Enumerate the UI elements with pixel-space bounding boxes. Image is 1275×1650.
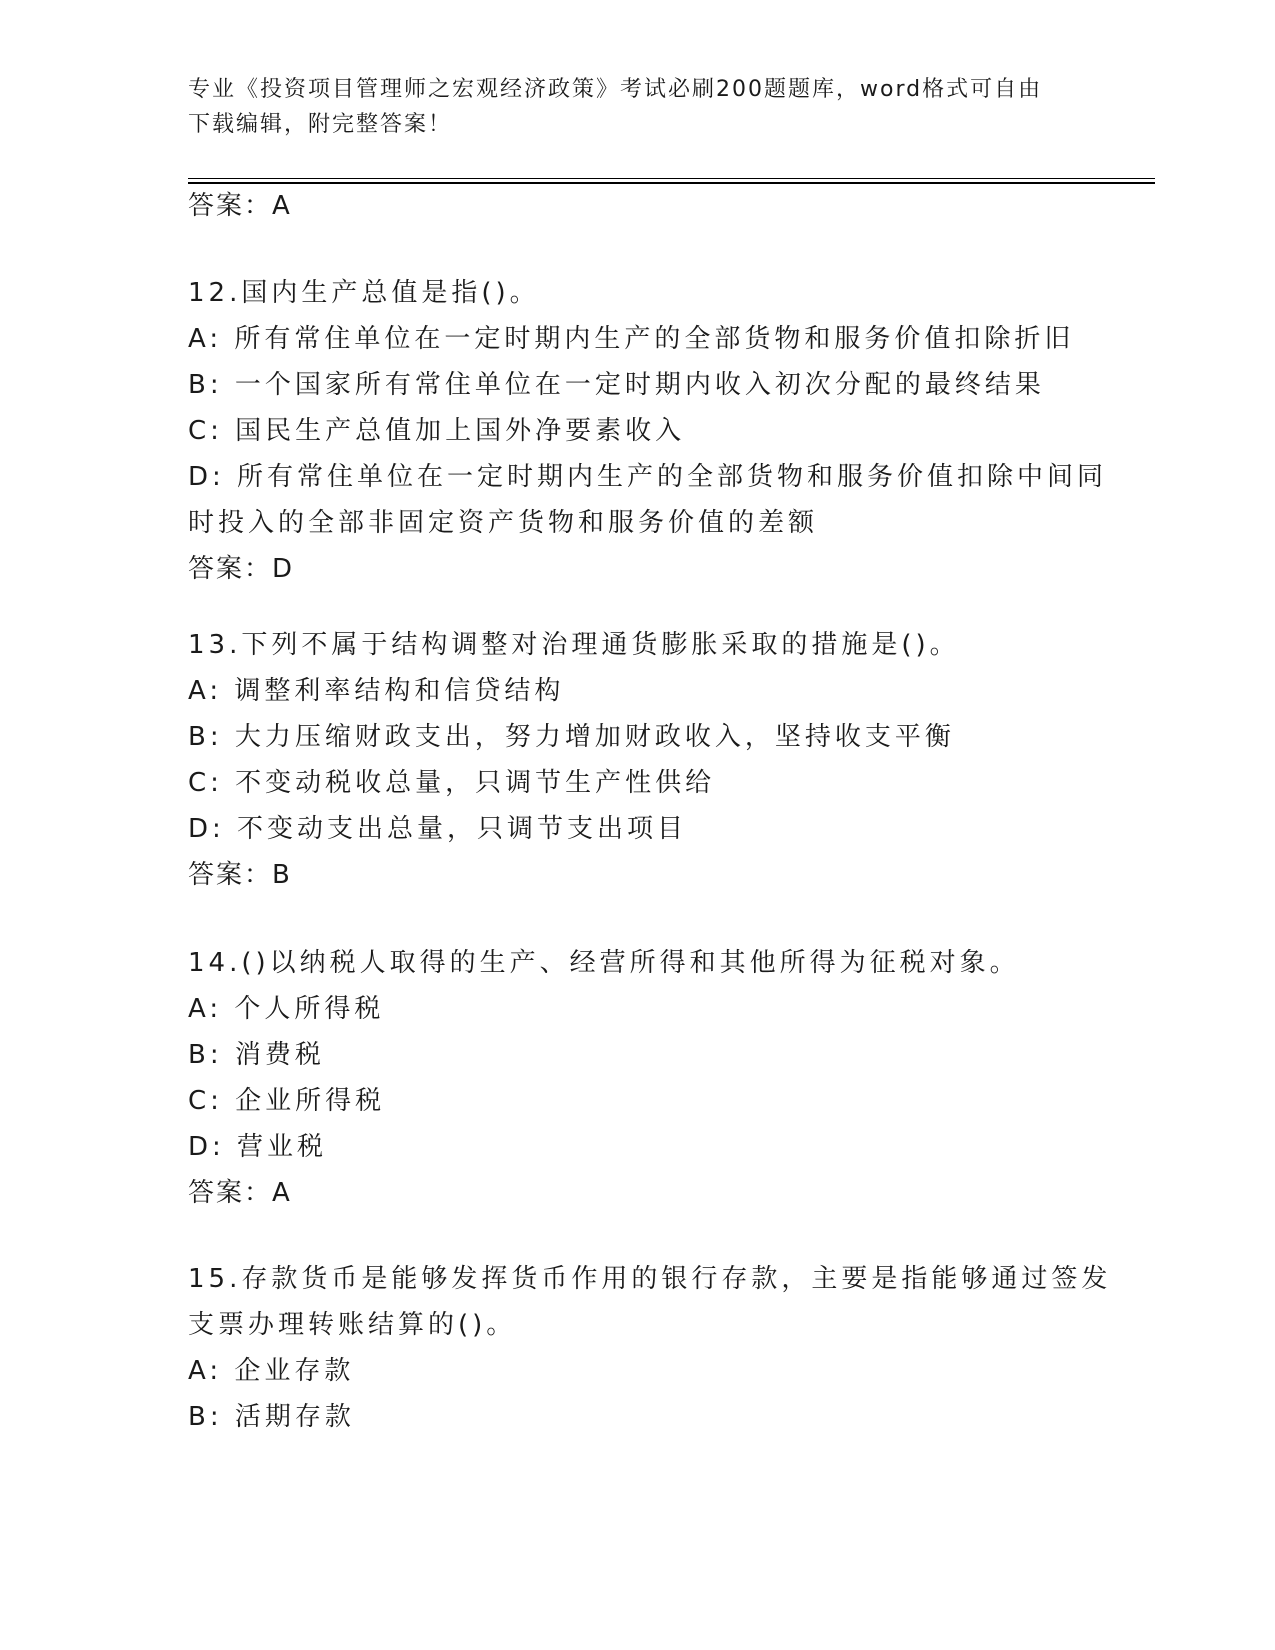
question-14 <box>188 940 1088 1216</box>
option-a: A: 企业存款 <box>188 1356 355 1386</box>
header-line-1: 专业《投资项目管理师之宏观经济政策》考试必刷200题题库，word格式可自由 <box>188 77 1043 102</box>
answer-text: 答案：B <box>188 860 292 890</box>
question-stem: 14.()以纳税人取得的生产、经营所得和其他所得为征税对象。 <box>188 948 1020 978</box>
option-a: A: 所有常住单位在一定时期内生产的全部货物和服务价值扣除折旧 <box>188 324 1075 354</box>
question-13 <box>188 622 1088 898</box>
option-b: B: 一个国家所有常住单位在一定时期内收入初次分配的最终结果 <box>188 370 1045 400</box>
option-b: B: 消费税 <box>188 1040 325 1070</box>
header-rule-thin <box>188 178 1155 179</box>
answer-text: 答案：A <box>188 1178 292 1208</box>
document-header <box>188 72 1088 142</box>
option-b: B: 活期存款 <box>188 1402 355 1432</box>
option-d: D: 营业税 <box>188 1132 328 1162</box>
header-line-2: 下载编辑，附完整答案！ <box>188 112 453 137</box>
answer-text: 答案：A <box>188 191 292 221</box>
answer-text: 答案：D <box>188 554 295 584</box>
option-a: A: 调整利率结构和信贷结构 <box>188 676 565 706</box>
option-c: C: 不变动税收总量，只调节生产性供给 <box>188 768 716 798</box>
question-stem: 13.下列不属于结构调整对治理通货膨胀采取的措施是()。 <box>188 630 960 660</box>
option-a: A: 个人所得税 <box>188 994 385 1024</box>
option-d: D: 不变动支出总量，只调节支出项目 <box>188 814 688 844</box>
option-c: C: 企业所得税 <box>188 1086 386 1116</box>
option-b: B: 大力压缩财政支出，努力增加财政收入，坚持收支平衡 <box>188 722 955 752</box>
question-12 <box>188 270 1108 592</box>
question-stem-line-1: 15.存款货币是能够发挥货币作用的银行存款，主要是指能够通过签发 <box>188 1264 1112 1294</box>
previous-answer-block <box>188 183 1088 229</box>
question-15 <box>188 1256 1112 1440</box>
question-stem-line-2: 支票办理转账结算的()。 <box>188 1310 517 1340</box>
option-d: D: 所有常住单位在一定时期内生产的全部货物和服务价值扣除中间同 <box>188 462 1108 492</box>
option-c: C: 国民生产总值加上国外净要素收入 <box>188 416 686 446</box>
option-d-continued: 时投入的全部非固定资产货物和服务价值的差额 <box>188 508 819 538</box>
question-stem: 12.国内生产总值是指()。 <box>188 278 540 308</box>
